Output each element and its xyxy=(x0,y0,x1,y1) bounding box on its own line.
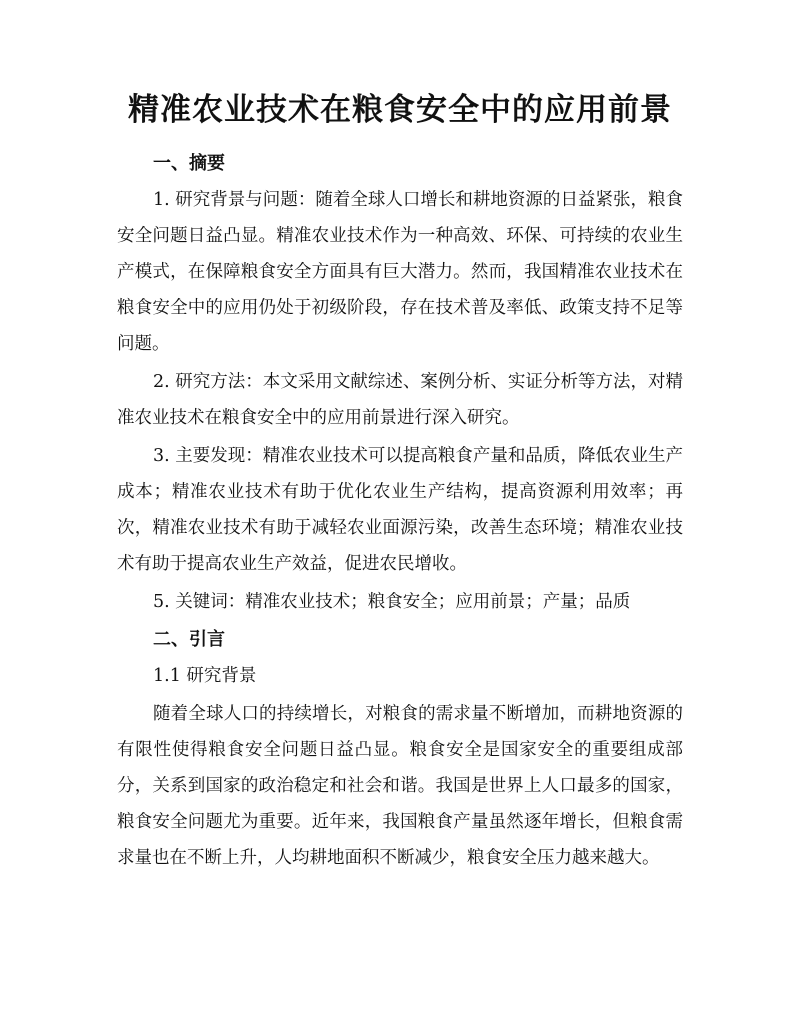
abstract-item-methods: 2. 研究方法：本文采用文献综述、案例分析、实证分析等方法，对精准农业技术在粮食安全中的应用前景进行深入研究。 xyxy=(117,372,683,428)
subsection-heading-background: 1.1 研究背景 xyxy=(153,666,257,686)
abstract-item-background: 1. 研究背景与问题：随着全球人口增长和耕地资源的日益紧张，粮食安全问题日益凸显。精准农业技术作为一种高效、环保、可持续的农业生产模式，在保障粮食安全方面具有巨大潜力。然而，我国精准农业技术在粮食安全中的应用仍处于初级阶段，存在技术普及率低、政策支持不足等问题。 xyxy=(117,190,683,354)
intro-paragraph: 随着全球人口的持续增长，对粮食的需求量不断增加，而耕地资源的有限性使得粮食安全问题日益凸显。粮食安全是国家安全的重要组成部分，关系到国家的政治稳定和社会和谐。我国是世界上人口最多的国家，粮食安全问题尤为重要。近年来，我国粮食产量虽然逐年增长，但粮食需求量也在不断上升，人均耕地面积不断减少，粮食安全压力越来越大。 xyxy=(117,704,683,868)
section-heading-introduction: 二、引言 xyxy=(153,629,225,650)
section-heading-abstract: 一、摘要 xyxy=(153,153,225,174)
abstract-item-keywords: 5. 关键词：精准农业技术；粮食安全；应用前景；产量；品质 xyxy=(153,592,631,612)
document-page xyxy=(117,88,683,876)
abstract-item-findings: 3. 主要发现：精准农业技术可以提高粮食产量和品质，降低农业生产成本；精准农业技术有助于优化农业生产结构，提高资源利用效率；再次，精准农业技术有助于减轻农业面源污染，改善生态环境；精准农业技术有助于提高农业生产效益，促进农民增收。 xyxy=(117,446,683,574)
document-title: 精准农业技术在粮食安全中的应用前景 xyxy=(128,92,672,128)
